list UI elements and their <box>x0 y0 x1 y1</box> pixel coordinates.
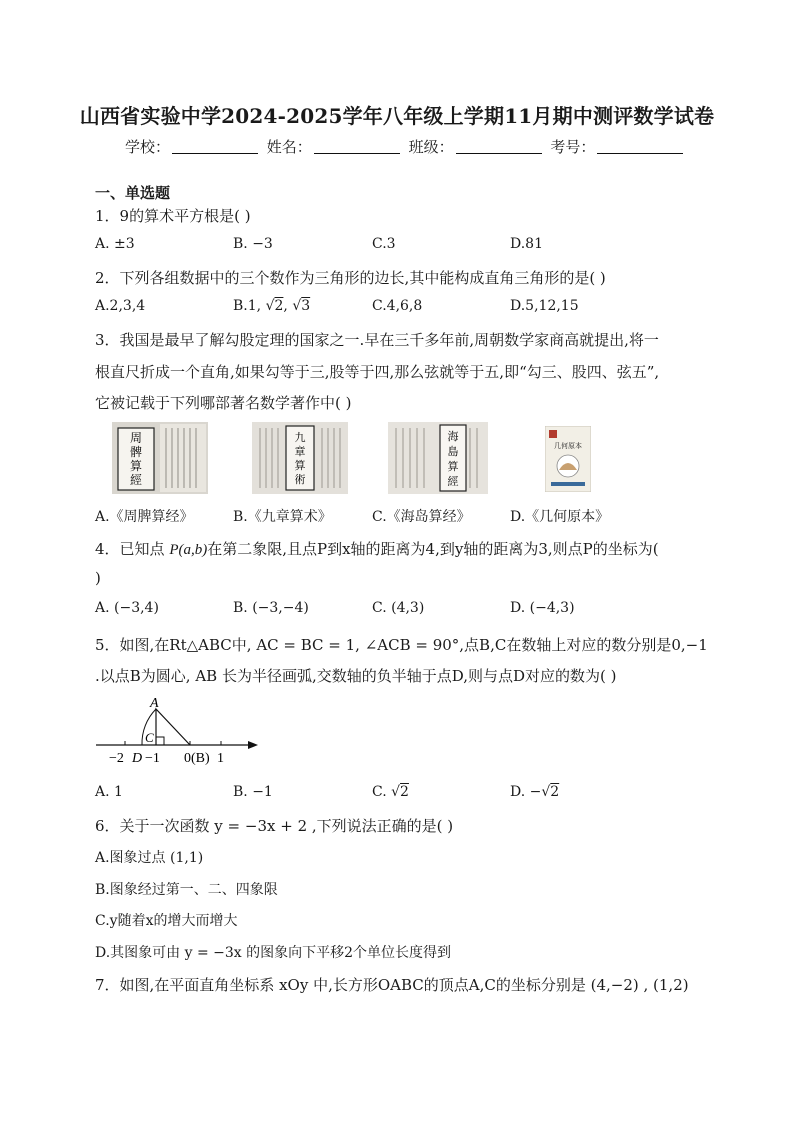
q3-line-2: 根直尺折成一个直角,如果勾等于三,股等于四,那么弦就等于五,即“勾三、股四、弦五”, <box>95 363 660 381</box>
triangle-abc <box>156 709 190 745</box>
q2-stem: 2．下列各组数据中的三个数作为三角形的边长,其中能构成直角三角形的是( ) <box>95 269 606 287</box>
arrow-right-icon <box>248 741 258 749</box>
q3-option-d[interactable]: D.《几何原本》 <box>510 509 610 525</box>
q5-option-b[interactable]: B. −1 <box>233 784 273 800</box>
q4-option-d[interactable]: D. (−4,3) <box>510 600 575 616</box>
book-c-char-2: 島 <box>447 446 459 458</box>
right-angle-mark <box>156 737 164 745</box>
name-blank[interactable] <box>314 139 400 154</box>
q2-option-d[interactable]: D.5,12,15 <box>510 298 579 314</box>
name-label: 姓名： <box>266 138 312 156</box>
q4-line-2: ) <box>95 569 101 587</box>
q5-line-1: 5．如图,在Rt△ABC中, AC = BC = 1, ∠ACB = 90°,点B,C在数轴上对应的数分别是0,−1 <box>95 636 708 654</box>
q3-line-3: 它被记载于下列哪部著名数学著作中( ) <box>95 394 352 412</box>
book-c-char-4: 經 <box>447 476 459 488</box>
book-image-zhoubi <box>112 422 208 494</box>
q6-option-d[interactable]: D.其图象可由 y = −3x 的图象向下平移2个单位长度得到 <box>95 945 452 961</box>
q2-option-c[interactable]: C.4,6,8 <box>372 298 423 314</box>
book-a-char-4: 經 <box>129 473 143 487</box>
q6-option-a[interactable]: A.图象过点 (1,1) <box>95 850 204 866</box>
book-image-haidao <box>388 422 488 494</box>
exam-title: 山西省实验中学2024-2025学年八年级上学期11月期中测评数学试卷 <box>79 104 715 128</box>
q4-prefix: 4．已知点 <box>95 540 165 558</box>
label-neg1: −1 <box>145 751 160 766</box>
sqrt-icon: √ <box>292 298 302 314</box>
q5-option-c[interactable] <box>372 784 409 800</box>
q2-option-b-prefix: B.1, <box>233 298 262 314</box>
number-blank[interactable] <box>597 139 683 154</box>
label-d: D <box>132 751 143 766</box>
book-image-jihe <box>545 426 591 492</box>
q5-d-radicand: 2 <box>550 784 560 800</box>
q6-stem: 6．关于一次函数 y = −3x + 2 ,下列说法正确的是( ) <box>95 817 454 835</box>
q4-option-b[interactable]: B. (−3,−4) <box>233 600 309 616</box>
school-blank[interactable] <box>172 139 258 154</box>
sqrt-icon: √ <box>391 784 401 800</box>
q6-option-c[interactable]: C.y随着x的增大而增大 <box>95 913 238 929</box>
book-c-char-3: 算 <box>447 461 459 473</box>
q3-option-a[interactable]: A.《周脾算经》 <box>95 509 194 525</box>
number-label: 考号： <box>550 138 596 156</box>
book-image-jiuzhang <box>252 422 348 494</box>
book-a-char-2: 髀 <box>129 445 143 459</box>
q5-line-2: .以点B为圆心, AB 长为半径画弧,交数轴的负半轴于点D,则与点D对应的数为( ) <box>95 667 617 685</box>
q6-option-b[interactable]: B.图象经过第一、二、四象限 <box>95 882 278 898</box>
book-b-char-4: 術 <box>294 474 306 486</box>
q5-option-c-prefix: C. <box>372 784 387 800</box>
q1-option-b[interactable]: B. −3 <box>233 236 273 252</box>
book-a-char-1: 周 <box>129 431 143 445</box>
q3-option-b[interactable]: B.《九章算术》 <box>233 509 332 525</box>
q5-c-radicand: 2 <box>400 784 409 800</box>
book-c-char-1: 海 <box>447 431 459 443</box>
sqrt-icon: √ <box>541 784 551 800</box>
sqrt-icon: √ <box>265 298 275 314</box>
q2-option-b[interactable]: B.1, √2, √3 <box>233 298 311 314</box>
q5-option-d-prefix: D. − <box>510 784 542 800</box>
book-b-char-1: 九 <box>294 432 306 444</box>
q1-option-a[interactable]: A. ±3 <box>95 236 135 252</box>
class-label: 班级： <box>408 138 454 156</box>
label-c: C <box>145 730 154 745</box>
section-heading: 一、单选题 <box>95 184 171 202</box>
q4-line-1 <box>95 538 659 559</box>
q5-number-line-figure <box>92 694 262 770</box>
label-a: A <box>150 696 159 711</box>
q4-option-a[interactable]: A. (−3,4) <box>95 600 159 616</box>
label-zero-b: 0(B) <box>184 751 210 766</box>
q5-option-d[interactable] <box>510 784 559 800</box>
student-info-row <box>125 136 687 157</box>
q2-option-a[interactable]: A.2,3,4 <box>95 298 146 314</box>
q1-option-d[interactable]: D.81 <box>510 236 543 252</box>
q4-option-c[interactable]: C. (4,3) <box>372 600 425 616</box>
book-b-char-2: 章 <box>294 446 306 458</box>
q2-b-radicand-1: 2 <box>274 298 284 314</box>
label-one: 1 <box>217 751 224 766</box>
book-d-title: 几何原本 <box>554 442 582 450</box>
q4-point: P(a,b) <box>169 542 208 558</box>
book-b-char-3: 算 <box>294 460 306 472</box>
school-label: 学校： <box>125 138 171 156</box>
q1-stem: 1．9的算术平方根是( ) <box>95 207 251 225</box>
q2-b-radicand-2: 3 <box>301 298 311 314</box>
q3-line-1: 3．我国是最早了解勾股定理的国家之一.早在三千多年前,周朝数学家商高就提出,将一 <box>95 331 659 349</box>
q7-stem: 7．如图,在平面直角坐标系 xOy 中,长方形OABC的顶点A,C的坐标分别是 (4,−2) , (1,2) <box>95 976 689 994</box>
q4-rest: 在第二象限,且点P到x轴的距离为4,到y轴的距离为3,则点P的坐标为( <box>207 540 659 558</box>
class-blank[interactable] <box>456 139 542 154</box>
q3-option-c[interactable]: C.《海岛算经》 <box>372 509 471 525</box>
book-a-char-3: 算 <box>129 459 143 473</box>
q5-option-a[interactable]: A. 1 <box>95 784 123 800</box>
label-neg2: −2 <box>109 751 124 766</box>
q1-option-c[interactable]: C.3 <box>372 236 396 252</box>
